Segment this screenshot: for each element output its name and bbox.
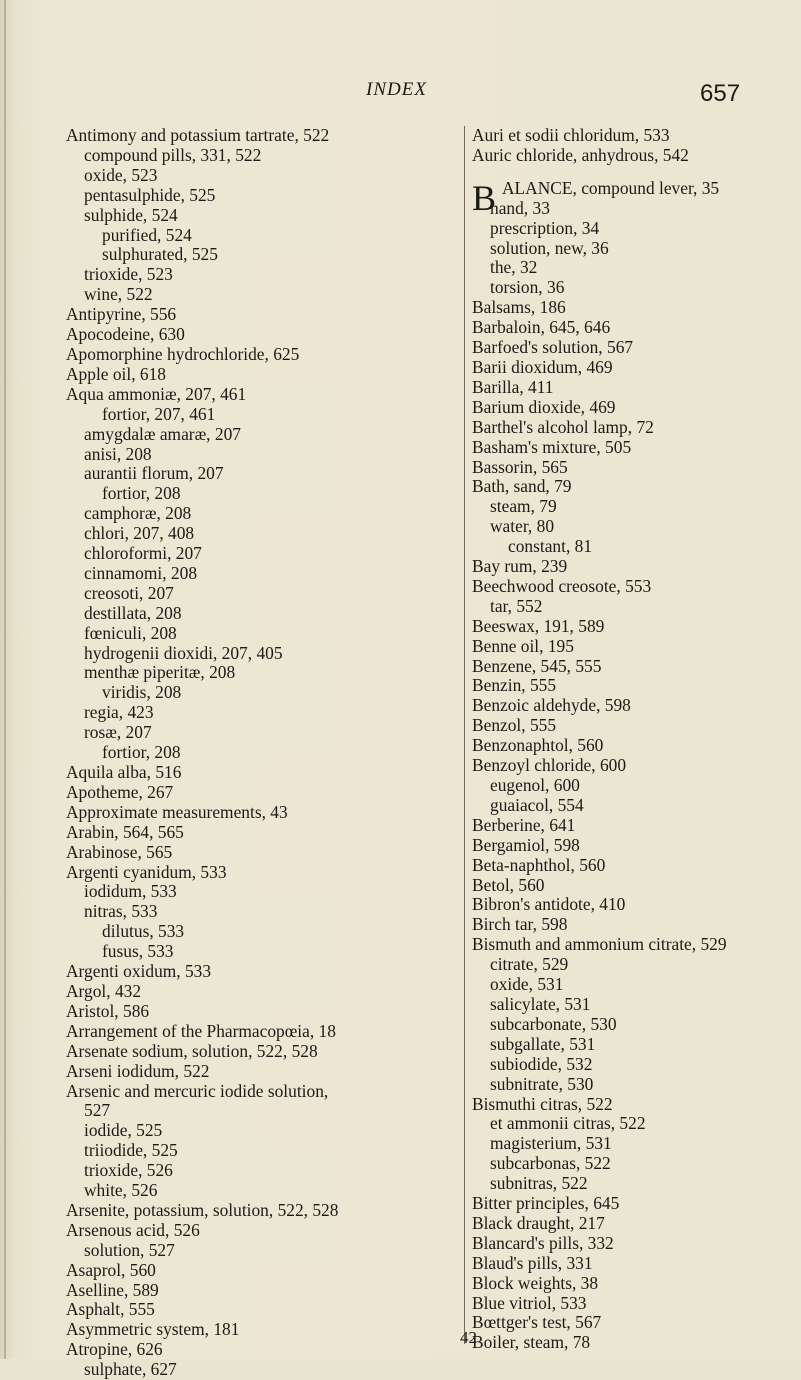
index-entry: subiodide, 532 xyxy=(490,1053,593,1074)
index-entry: solution, 527 xyxy=(84,1239,175,1260)
binding-gutter xyxy=(4,0,6,1359)
index-entry: chlori, 207, 408 xyxy=(84,523,195,544)
index-entry: Arabin, 564, 565 xyxy=(66,821,184,842)
index-entry: Apomorphine hydrochloride, 625 xyxy=(66,343,300,364)
index-entry: citrate, 529 xyxy=(490,954,569,975)
index-entry: the, 32 xyxy=(490,257,538,278)
index-entry: sulphurated, 525 xyxy=(102,244,218,265)
index-entry: Barium dioxide, 469 xyxy=(472,396,616,417)
index-entry: compound pills, 331, 522 xyxy=(84,144,262,165)
index-entry: prescription, 34 xyxy=(490,217,600,238)
index-entry: constant, 81 xyxy=(508,536,593,557)
index-entry: Apocodeine, 630 xyxy=(66,324,185,345)
index-entry: Atropine, 626 xyxy=(66,1339,163,1360)
index-entry: Betol, 560 xyxy=(472,874,545,895)
index-entry: Bitter principles, 645 xyxy=(472,1193,620,1214)
index-entry: Blue vitriol, 533 xyxy=(472,1292,587,1313)
index-entry: Bibron's antidote, 410 xyxy=(472,894,626,915)
index-entry: guaiacol, 554 xyxy=(490,794,584,815)
index-entry: nitras, 533 xyxy=(84,901,158,922)
index-entry: Bergamiol, 598 xyxy=(472,834,580,855)
index-entry: creosoti, 207 xyxy=(84,582,174,603)
index-entry: Benzene, 545, 555 xyxy=(472,655,602,676)
index-entry: menthæ piperitæ, 208 xyxy=(84,662,236,683)
index-entry: fusus, 533 xyxy=(102,941,174,962)
index-entry: Barii dioxidum, 469 xyxy=(472,356,613,377)
index-entry: Arsenic and mercuric iodide solution, xyxy=(66,1080,329,1101)
index-entry: chloroformi, 207 xyxy=(84,543,202,564)
index-entry: Birch tar, 598 xyxy=(472,914,568,935)
index-entry: Blancard's pills, 332 xyxy=(472,1232,614,1253)
index-entry: trioxide, 526 xyxy=(84,1160,173,1181)
index-entry: aurantii florum, 207 xyxy=(84,463,224,484)
index-entry: regia, 423 xyxy=(84,702,154,723)
index-entry: sulphate, 627 xyxy=(84,1359,177,1380)
page-number: 657 xyxy=(700,80,741,107)
index-entry: fœniculi, 208 xyxy=(84,622,177,643)
index-entry: Argenti cyanidum, 533 xyxy=(66,861,227,882)
index-entry: Block weights, 38 xyxy=(472,1272,599,1293)
index-entry: Balsams, 186 xyxy=(472,297,566,318)
index-entry: sulphide, 524 xyxy=(84,204,178,225)
index-entry: Beeswax, 191, 589 xyxy=(472,615,605,636)
index-entry: solution, new, 36 xyxy=(490,237,609,258)
index-entry: Benzoic aldehyde, 598 xyxy=(472,695,631,716)
index-entry: Arsenite, potassium, solution, 522, 528 xyxy=(66,1199,339,1220)
index-entry: fortior, 207, 461 xyxy=(102,403,216,424)
index-entry: Argol, 432 xyxy=(66,980,142,1001)
index-entry: magisterium, 531 xyxy=(490,1133,612,1154)
index-entry: et ammonii citras, 522 xyxy=(490,1113,646,1134)
index-entry: Benzin, 555 xyxy=(472,675,557,696)
drop-cap-entry-text: ALANCE, compound lever, 35 xyxy=(502,177,720,198)
index-entry: hydrogenii dioxidi, 207, 405 xyxy=(84,642,283,663)
index-entry: Auric chloride, anhydrous, 542 xyxy=(472,144,689,165)
index-column-right xyxy=(472,126,772,1353)
index-entry: Benne oil, 195 xyxy=(472,635,574,656)
index-entry: Approximate measurements, 43 xyxy=(66,801,288,822)
index-entry: camphoræ, 208 xyxy=(84,503,192,524)
index-entry: Blaud's pills, 331 xyxy=(472,1252,593,1273)
index-entry: Barfoed's solution, 567 xyxy=(472,337,634,358)
index-entry: Benzonaphtol, 560 xyxy=(472,735,604,756)
index-entry: Bismuthi citras, 522 xyxy=(472,1093,613,1114)
index-entry: Benzoyl chloride, 600 xyxy=(472,755,627,776)
index-entry: water, 80 xyxy=(490,516,555,537)
index-entry: Bassorin, 565 xyxy=(472,456,568,477)
index-entry: subgallate, 531 xyxy=(490,1033,596,1054)
column-divider xyxy=(464,126,465,1344)
index-entry: steam, 79 xyxy=(490,496,557,517)
index-entry: pentasulphide, 525 xyxy=(84,184,216,205)
index-entry: subnitras, 522 xyxy=(490,1173,588,1194)
index-entry: Apple oil, 618 xyxy=(66,363,166,384)
index-entry: Arsenate sodium, solution, 522, 528 xyxy=(66,1040,318,1061)
index-entry: Arabinose, 565 xyxy=(66,841,173,862)
index-entry: Argenti oxidum, 533 xyxy=(66,961,212,982)
index-entry: oxide, 523 xyxy=(84,164,158,185)
index-column-left xyxy=(66,126,448,1380)
index-entry: salicylate, 531 xyxy=(490,993,591,1014)
index-entry: Aristol, 586 xyxy=(66,1000,150,1021)
index-entry: subcarbonas, 522 xyxy=(490,1153,611,1174)
index-entry: 527 xyxy=(84,1100,111,1121)
index-entry: fortior, 208 xyxy=(102,742,181,763)
index-entry: oxide, 531 xyxy=(490,974,564,995)
index-entry: viridis, 208 xyxy=(102,682,182,703)
index-entry: Aselline, 589 xyxy=(66,1279,159,1300)
index-entry: Bœttger's test, 567 xyxy=(472,1312,602,1333)
signature-mark: 42 xyxy=(460,1328,477,1347)
index-entry: trioxide, 523 xyxy=(84,264,173,285)
index-entry: Boiler, steam, 78 xyxy=(472,1332,591,1353)
index-entry: Asymmetric system, 181 xyxy=(66,1319,240,1340)
index-entry: fortior, 208 xyxy=(102,483,181,504)
index-entry: Arrangement of the Pharmacopœia, 18 xyxy=(66,1020,336,1041)
index-right-top-entries xyxy=(472,126,772,166)
index-entry: torsion, 36 xyxy=(490,277,565,298)
index-entry: purified, 524 xyxy=(102,224,192,245)
index-entry: rosæ, 207 xyxy=(84,722,152,743)
index-entry: Apotheme, 267 xyxy=(66,781,174,802)
index-entry: Asaprol, 560 xyxy=(66,1259,156,1280)
index-entry: dilutus, 533 xyxy=(102,921,185,942)
index-entry: Antimony and potassium tartrate, 522 xyxy=(66,125,330,145)
index-entry: triiodide, 525 xyxy=(84,1140,178,1161)
index-entry: Black draught, 217 xyxy=(472,1212,605,1233)
page-title: INDEX xyxy=(366,79,427,100)
index-entry: Aqua ammoniæ, 207, 461 xyxy=(66,383,247,404)
index-entry: amygdalæ amaræ, 207 xyxy=(84,423,241,444)
index-entry: Benzol, 555 xyxy=(472,715,557,736)
index-entry: iodide, 525 xyxy=(84,1120,163,1141)
index-entry: iodidum, 533 xyxy=(84,881,177,902)
index-right-entries xyxy=(472,199,772,1354)
index-entry: Berberine, 641 xyxy=(472,814,576,835)
index-entry: Aquila alba, 516 xyxy=(66,762,182,782)
index-entry: Antipyrine, 556 xyxy=(66,304,177,325)
drop-cap-letter: B xyxy=(472,177,497,218)
index-entry: subnitrate, 530 xyxy=(490,1073,594,1094)
index-entry: anisi, 208 xyxy=(84,443,152,464)
index-entry: eugenol, 600 xyxy=(490,775,580,795)
index-entry: tar, 552 xyxy=(490,595,543,616)
index-entry: Barilla, 411 xyxy=(472,376,554,397)
index-entry: Asphalt, 555 xyxy=(66,1299,155,1320)
index-entry: Beechwood creosote, 553 xyxy=(472,575,652,596)
index-entry: wine, 522 xyxy=(84,284,153,305)
index-entry: Barthel's alcohol lamp, 72 xyxy=(472,416,654,437)
index-entry: Bay rum, 239 xyxy=(472,556,568,577)
index-entry: Arseni iodidum, 522 xyxy=(66,1060,210,1081)
index-entry: subcarbonate, 530 xyxy=(490,1013,617,1034)
index-entry: Auri et sodii chloridum, 533 xyxy=(472,125,670,145)
index-entry: white, 526 xyxy=(84,1180,158,1201)
index-entry: Arsenous acid, 526 xyxy=(66,1219,200,1240)
index-entry: destillata, 208 xyxy=(84,602,182,623)
index-entry: Barbaloin, 645, 646 xyxy=(472,317,611,338)
index-entry: Bath, sand, 79 xyxy=(472,476,572,497)
index-entry: Bismuth and ammonium citrate, 529 xyxy=(472,934,727,955)
index-entry: Beta-naphthol, 560 xyxy=(472,854,606,875)
index-entry: Basham's mixture, 505 xyxy=(472,436,632,457)
index-entry: cinnamomi, 208 xyxy=(84,562,198,583)
index-entry: hand, 33 xyxy=(490,197,550,218)
